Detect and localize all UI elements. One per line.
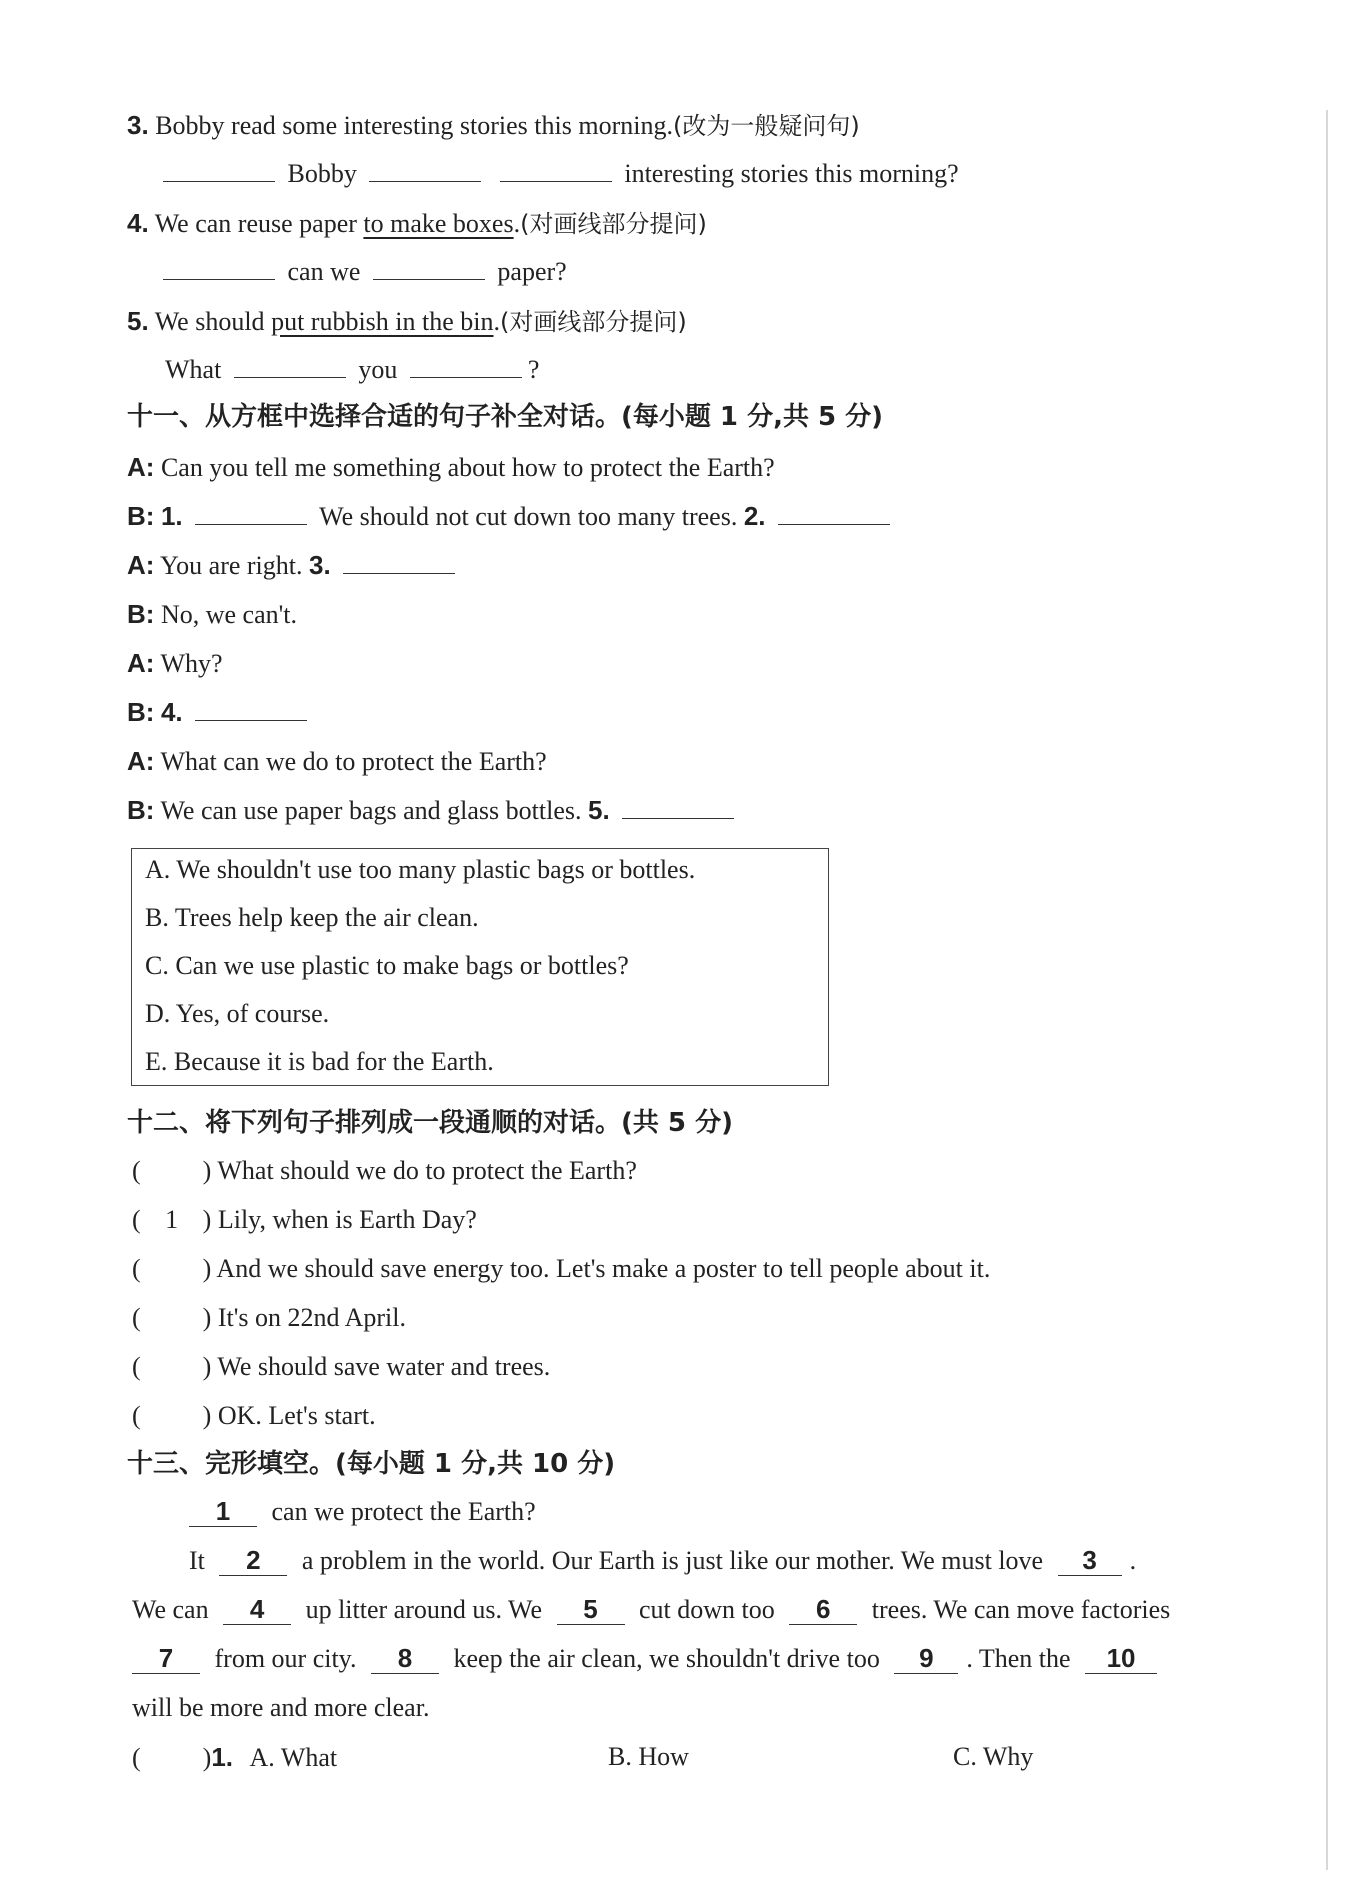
dialogue-line: A: You are right. 3. [127,547,461,584]
ordering-item: ( ) We should save water and trees. [132,1352,551,1381]
dialogue-line: B: No, we can't. [127,599,298,629]
answer-5: What you ? [165,355,540,384]
cloze-blank[interactable]: 6 [789,1594,857,1625]
cloze-blank[interactable]: 1 [189,1496,257,1527]
answer-blank[interactable] [373,255,485,280]
option-d: D. Yes, of course. [145,999,330,1028]
answer-blank[interactable] [163,255,275,280]
answer-blank[interactable] [343,549,455,574]
answer-4: can we paper? [163,254,567,290]
answer-blank[interactable] [195,500,307,525]
question-5: 5. We should put rubbish in the bin.(对画线部分提问) [127,306,687,336]
question-3: 3. Bobby read some interesting stories this morning.(改为一般疑问句) [127,110,860,140]
cloze-line: 7 from our city. 8 keep the air clean, we shouldn't drive too 9 . Then the 10 [132,1641,1165,1677]
cloze-blank[interactable]: 4 [223,1594,291,1625]
page-edge [1326,110,1328,1870]
choice-b[interactable]: B. How [608,1742,689,1771]
cloze-line: We can 4 up litter around us. We 5 cut down too 6 trees. We can move factories [132,1594,1171,1624]
question-4: 4. We can reuse paper to make boxes.(对画线部分提问) [127,208,707,238]
option-a: A. We shouldn't use too many plastic bags or bottles. [145,855,696,884]
answer-blank[interactable] [622,794,734,819]
dialogue-line: B: 1. We should not cut down too many trees. 2. [127,498,896,535]
answer-blank[interactable] [195,696,307,721]
answer-3: Bobby interesting stories this morning? [163,156,959,192]
cloze-blank[interactable]: 5 [557,1594,625,1625]
choice-question-1: ( )1. A. What B. How C. Why [132,1739,1132,1776]
answer-blank[interactable] [410,353,522,378]
option-e: E. Because it is bad for the Earth. [145,1047,494,1076]
cloze-blank[interactable]: 9 [894,1643,958,1674]
answer-blank[interactable] [500,157,612,182]
cloze-blank[interactable]: 8 [371,1643,439,1674]
cloze-title: 1 can we protect the Earth? [189,1494,536,1530]
cloze-line: It 2 a problem in the world. Our Earth is just like our mother. We must love 3 . [189,1545,1137,1575]
answer-blank[interactable] [369,157,481,182]
cloze-blank[interactable]: 10 [1085,1643,1157,1674]
dialogue-line: B: We can use paper bags and glass bottles. 5. [127,792,740,829]
ordering-item: ( ) It's on 22nd April. [132,1303,406,1332]
option-c: C. Can we use plastic to make bags or bottles? [145,951,629,980]
section-13-heading: 十三、完形填空。(每小题 1 分,共 10 分) [127,1449,616,1479]
dialogue-line: A: What can we do to protect the Earth? [127,746,547,776]
option-b: B. Trees help keep the air clean. [145,903,479,932]
order-box[interactable]: 1 [165,1205,179,1234]
answer-blank[interactable] [778,500,890,525]
answer-blank[interactable] [234,353,346,378]
ordering-item: ( ) What should we do to protect the Earth? [132,1156,637,1185]
section-12-heading: 十二、将下列句子排列成一段通顺的对话。(共 5 分) [127,1108,733,1138]
choice-c[interactable]: C. Why [953,1742,1034,1771]
cloze-line: will be more and more clear. [132,1693,430,1722]
ordering-item: ( 1 ) Lily, when is Earth Day? [132,1202,477,1238]
cloze-blank[interactable]: 3 [1058,1545,1122,1576]
ordering-item: ( ) And we should save energy too. Let's make a poster to tell people about it. [132,1254,991,1283]
section-11-heading: 十一、从方框中选择合适的句子补全对话。(每小题 1 分,共 5 分) [127,402,884,432]
answer-blank[interactable] [163,157,275,182]
ordering-item: ( ) OK. Let's start. [132,1401,376,1430]
cloze-blank[interactable]: 2 [219,1545,287,1576]
choice-a[interactable]: A. What [249,1743,338,1772]
cloze-blank[interactable]: 7 [132,1643,200,1674]
dialogue-line: B: 4. [127,694,313,731]
dialogue-line: A: Can you tell me something about how to protect the Earth? [127,452,775,482]
dialogue-line: A: Why? [127,648,223,678]
